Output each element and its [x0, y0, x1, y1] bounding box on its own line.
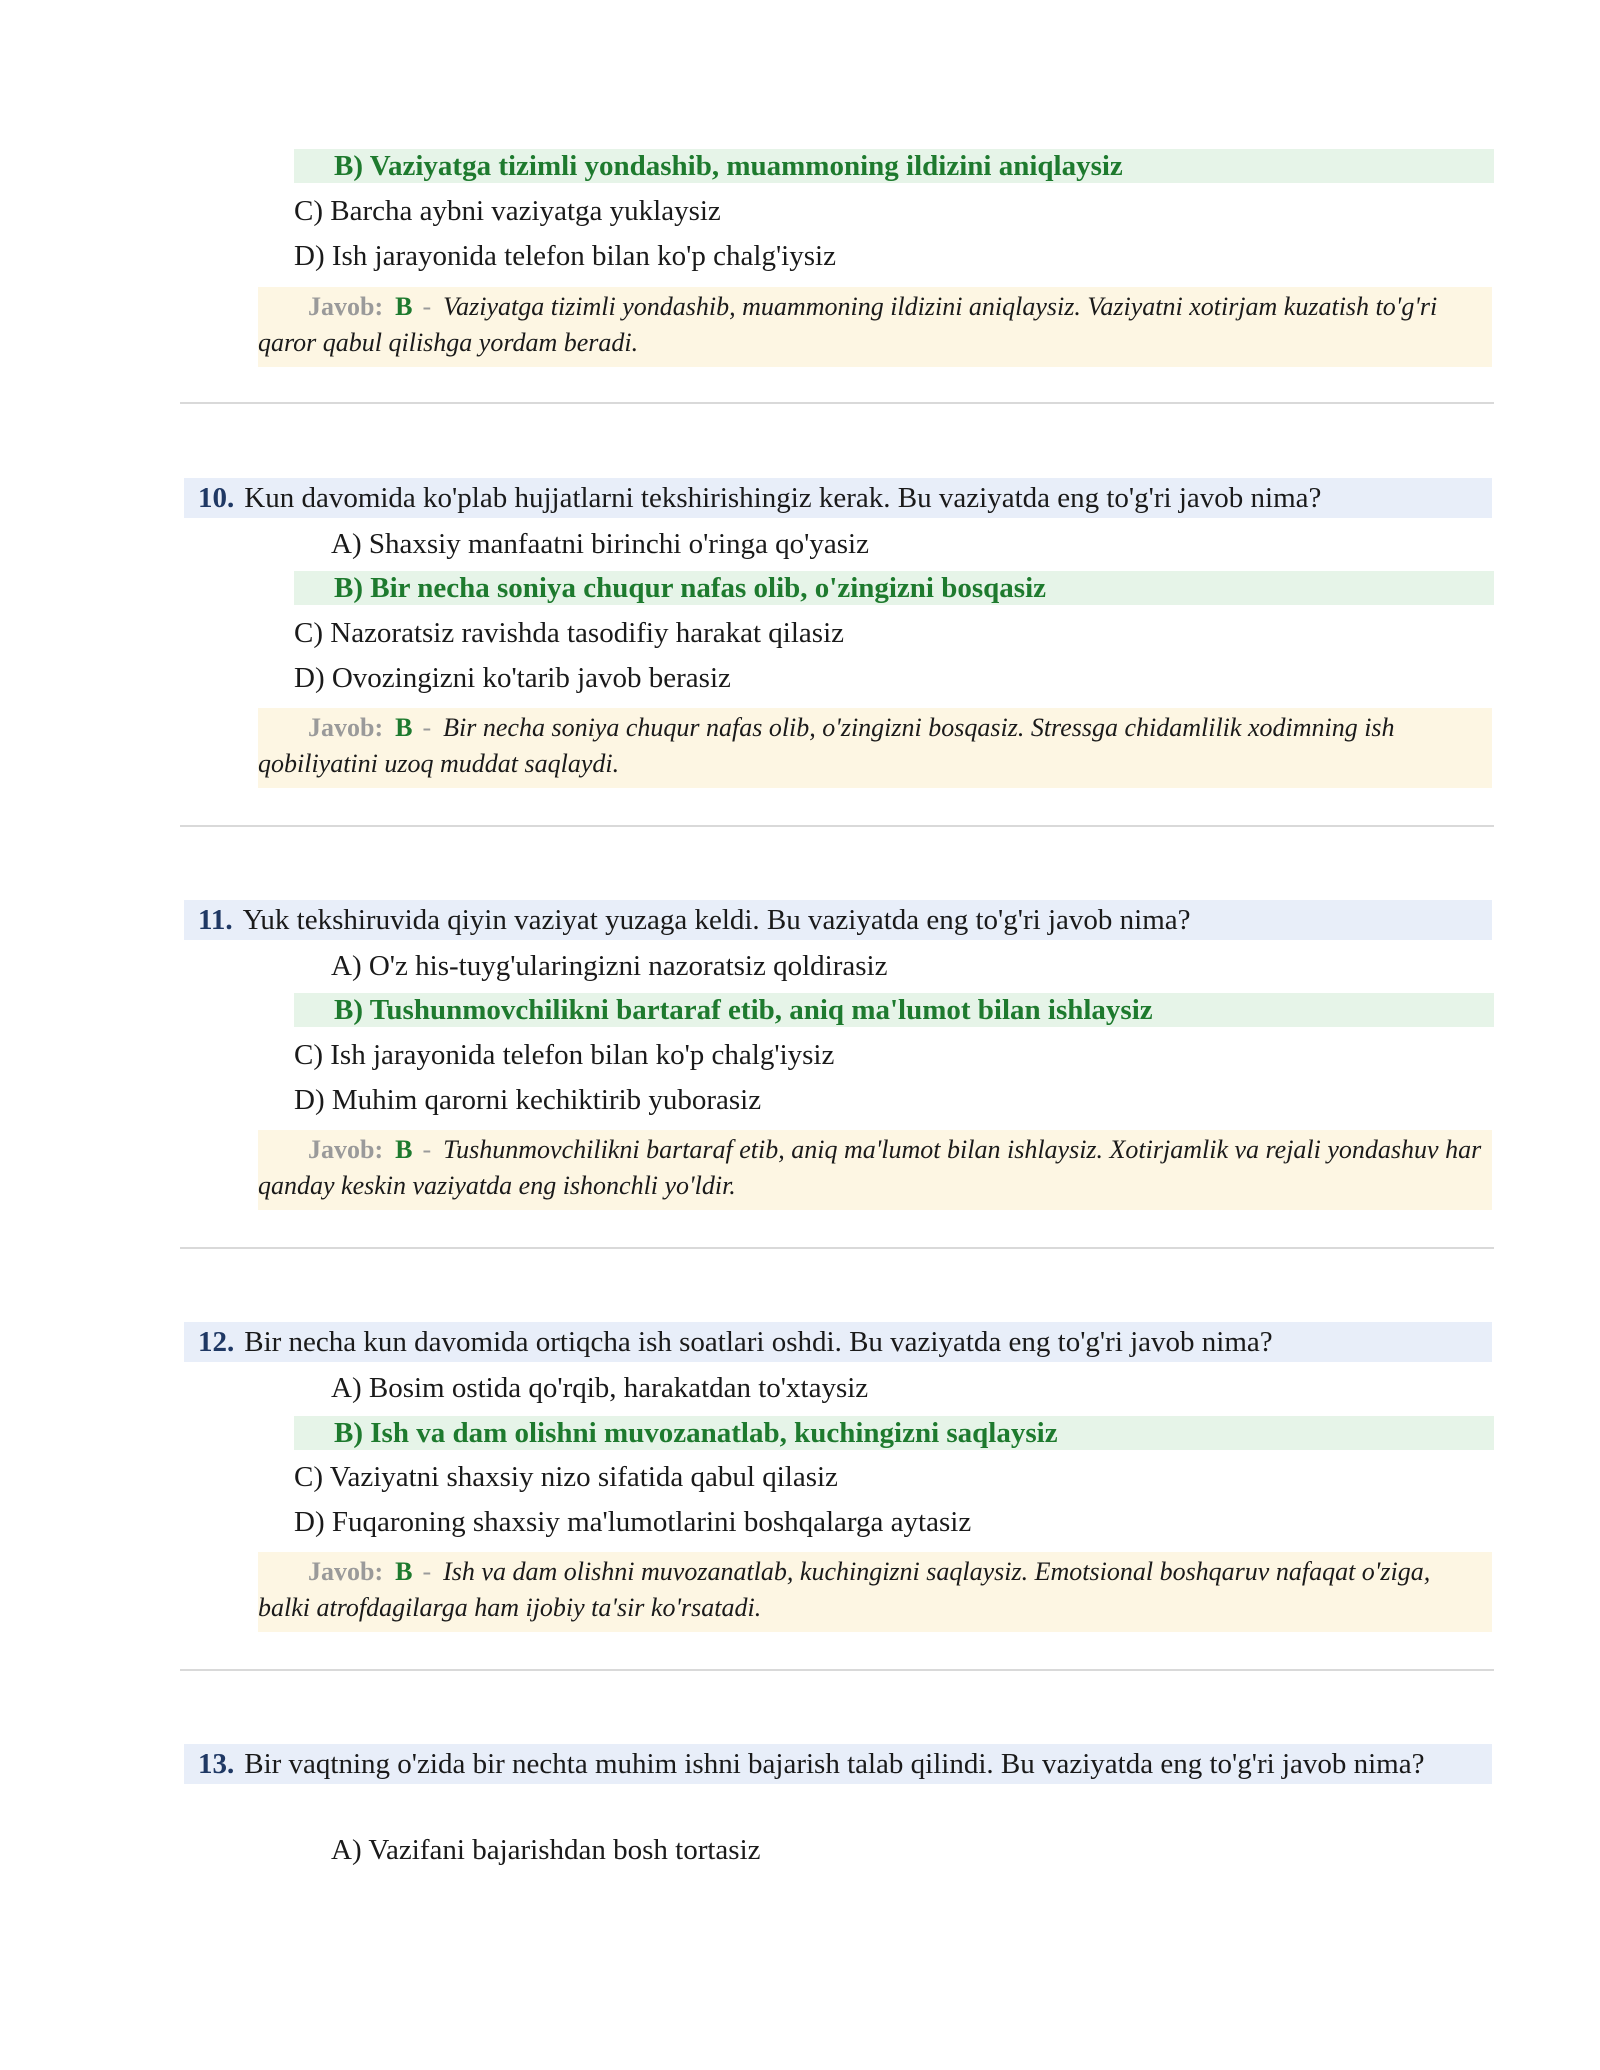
- answer-dash: -: [422, 1557, 432, 1586]
- question-number: 13.: [198, 1748, 235, 1780]
- divider: [180, 1247, 1494, 1249]
- answer-text: Tushunmovchilikni bartaraf etib, aniq ma'lumot bilan ishlaysiz. Xotirjamlik va rejali yondashuv har qanday keskin vaziyatda eng ishonchli yo'ldir.: [258, 1135, 1482, 1200]
- answer-dash: -: [422, 713, 432, 742]
- answer-label: Javob:: [308, 1557, 384, 1586]
- answer-dash: -: [422, 1135, 432, 1164]
- q10-option-a: A) Shaxsiy manfaatni birinchi o'ringa qo'yasiz: [331, 528, 869, 560]
- q12-option-b-correct: B) Ish va dam olishni muvozanatlab, kuchingizni saqlaysiz: [294, 1416, 1494, 1450]
- question-text: Yuk tekshiruvida qiyin vaziyat yuzaga keldi. Bu vaziyatda eng to'g'ri javob nima?: [242, 904, 1191, 936]
- q12-answer-box: [258, 1552, 1492, 1632]
- question-number: 12.: [198, 1326, 235, 1358]
- answer-letter: B: [395, 1557, 413, 1586]
- q10-option-c: C) Nazoratsiz ravishda tasodifiy harakat qilasiz: [294, 617, 844, 649]
- q9-option-b-correct: B) Vaziyatga tizimli yondashib, muammoning ildizini aniqlaysiz: [294, 149, 1494, 183]
- divider: [180, 402, 1494, 404]
- q11-option-a: A) O'z his-tuyg'ularingizni nazoratsiz qoldirasiz: [331, 950, 888, 982]
- answer-label: Javob:: [308, 713, 384, 742]
- q9-answer-box: [258, 287, 1492, 367]
- answer-label: Javob:: [308, 292, 384, 321]
- answer-text: Bir necha soniya chuqur nafas olib, o'zingizni bosqasiz. Stressga chidamlilik xodimning ish qobiliyatini uzoq muddat saqlaydi.: [258, 713, 1395, 778]
- answer-letter: B: [395, 713, 413, 742]
- divider: [180, 1669, 1494, 1671]
- q12-option-c: C) Vaziyatni shaxsiy nizo sifatida qabul qilasiz: [294, 1461, 838, 1493]
- question-number: 10.: [198, 482, 235, 514]
- question-text: Kun davomida ko'plab hujjatlarni tekshirishingiz kerak. Bu vaziyatda eng to'g'ri javob nima?: [244, 482, 1322, 514]
- answer-text: Ish va dam olishni muvozanatlab, kuchingizni saqlaysiz. Emotsional boshqaruv nafaqat o'ziga, balki atrofdagilarga ham ijobiy ta'sir ko'rsatadi.: [258, 1557, 1431, 1622]
- q10-answer-box: [258, 708, 1492, 788]
- question-text: Bir vaqtning o'zida bir nechta muhim ishni bajarish talab qilindi. Bu vaziyatda eng to'g'ri javob nima?: [244, 1748, 1425, 1780]
- q13-option-a: A) Vazifani bajarishdan bosh tortasiz: [331, 1834, 761, 1866]
- q11-option-c: C) Ish jarayonida telefon bilan ko'p chalg'iysiz: [294, 1039, 835, 1071]
- question-11-heading: [184, 900, 1492, 940]
- q11-answer-box: [258, 1130, 1492, 1210]
- q12-option-a: A) Bosim ostida qo'rqib, harakatdan to'xtaysiz: [331, 1372, 869, 1404]
- q10-option-d: D) Ovozingizni ko'tarib javob berasiz: [294, 662, 731, 694]
- q11-option-b-correct: B) Tushunmovchilikni bartaraf etib, aniq ma'lumot bilan ishlaysiz: [294, 993, 1494, 1027]
- question-12-heading: [184, 1322, 1492, 1362]
- question-text: Bir necha kun davomida ortiqcha ish soatlari oshdi. Bu vaziyatda eng to'g'ri javob nima?: [244, 1326, 1273, 1358]
- question-10-heading: [184, 478, 1492, 518]
- answer-dash: -: [422, 292, 432, 321]
- answer-letter: B: [395, 1135, 413, 1164]
- q11-option-d: D) Muhim qarorni kechiktirib yuborasiz: [294, 1084, 762, 1116]
- q10-option-b-correct: B) Bir necha soniya chuqur nafas olib, o'zingizni bosqasiz: [294, 571, 1494, 605]
- divider: [180, 825, 1494, 827]
- question-13-heading: [184, 1744, 1492, 1784]
- q12-option-d: D) Fuqaroning shaxsiy ma'lumotlarini boshqalarga aytasiz: [294, 1506, 972, 1538]
- question-number: 11.: [198, 904, 233, 936]
- answer-label: Javob:: [308, 1135, 384, 1164]
- answer-text: Vaziyatga tizimli yondashib, muammoning ildizini aniqlaysiz. Vaziyatni xotirjam kuzatish to'g'ri qaror qabul qilishga yordam beradi.: [258, 292, 1438, 357]
- q9-option-d: D) Ish jarayonida telefon bilan ko'p chalg'iysiz: [294, 240, 836, 272]
- answer-letter: B: [395, 292, 413, 321]
- q9-option-c: C) Barcha aybni vaziyatga yuklaysiz: [294, 195, 721, 227]
